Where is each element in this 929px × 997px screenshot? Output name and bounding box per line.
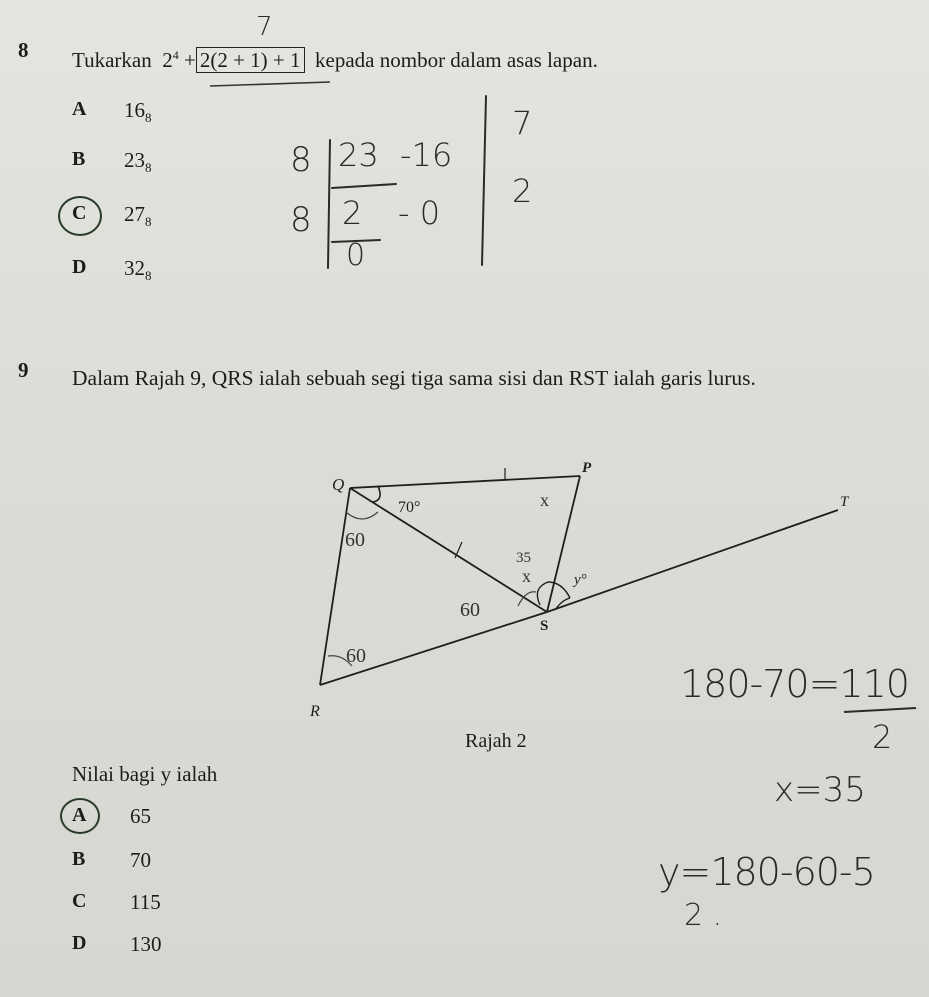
hand-div-8-a: 8	[290, 140, 312, 180]
label-t: T	[840, 494, 849, 510]
hand-div-sub0: - 0	[398, 194, 441, 232]
hand-note-x-top: x	[540, 490, 549, 510]
hand-div-sub16: -16	[400, 136, 453, 174]
hand-rem-7: 7	[512, 104, 533, 142]
hand-q9-line2: x=35	[774, 770, 866, 810]
q9-text: Dalam Rajah 9, QRS ialah sebuah segi tiga sama sisi dan RST ialah garis lurus.	[72, 366, 756, 390]
q8-option-a-base: 8	[145, 110, 152, 126]
hand-div-8-b: 8	[290, 200, 312, 240]
hand-note-60-mid: 60	[460, 599, 480, 621]
q8-number: 8	[18, 38, 29, 62]
q8-option-d-base: 8	[145, 268, 152, 284]
q8-option-b-base: 8	[145, 160, 152, 176]
hand-q9-fraction-bar	[840, 700, 920, 720]
q8-hand-bracket	[200, 38, 340, 98]
q8-expr-boxed: 2(2 + 1) + 1	[196, 47, 305, 73]
q9-option-c-letter: C	[72, 890, 87, 912]
q8-option-d-letter: D	[72, 256, 87, 278]
hand-q9-line1-den: 2	[872, 718, 893, 756]
hand-q9-line3: y=180-60-5	[658, 850, 875, 894]
q8-option-a-letter: A	[72, 98, 87, 120]
hand-rem-2: 2	[512, 172, 533, 210]
label-r: R	[310, 703, 320, 720]
label-q: Q	[332, 475, 345, 494]
q9-option-c-value: 115	[130, 890, 161, 914]
hand-note-35: 35	[516, 550, 531, 566]
hand-div-2: 2	[342, 194, 363, 232]
hand-div-0: 0	[346, 238, 366, 273]
hand-note-60-low: 60	[346, 645, 366, 667]
label-p: P	[582, 460, 592, 476]
hand-note-x-mid: x	[522, 566, 531, 586]
q8-option-c-letter: C	[72, 202, 87, 224]
q9-option-b-value: 70	[130, 848, 151, 872]
q8-option-c-base: 8	[145, 214, 152, 230]
q8-expr-plus: +	[183, 48, 196, 72]
q8-suffix: kepada nombor dalam asas lapan.	[315, 48, 598, 72]
hand-q9-line1: 180-70=110	[680, 662, 909, 706]
label-s: S	[540, 618, 549, 634]
q8-option-b-value: 23	[124, 148, 145, 172]
q8-expr-exp: 4	[172, 48, 179, 62]
q8-option-b-letter: B	[72, 148, 86, 170]
q8-option-c-value: 27	[124, 202, 145, 226]
q8-expr-base: 2	[162, 48, 173, 72]
q8-prefix: Tukarkan	[72, 48, 152, 72]
line-st	[547, 510, 838, 612]
q9-option-a-letter: A	[72, 804, 87, 826]
angle-y: y°	[574, 572, 587, 588]
q9-question: Nilai bagi y ialah	[72, 762, 218, 786]
hand-div-23: 23	[338, 136, 379, 174]
hand-note-60-top: 60	[345, 529, 365, 551]
angle-70: 70°	[398, 499, 421, 516]
line-qp	[350, 476, 580, 488]
q9-option-d-value: 130	[130, 932, 162, 956]
q9-option-b-letter: B	[72, 848, 86, 870]
q9-option-d-letter: D	[72, 932, 87, 954]
q8-option-d-value: 32	[124, 256, 145, 280]
q8-hand-7: 7	[256, 12, 273, 42]
hand-q9-line4: 2 .	[684, 898, 723, 933]
q9-option-a-value: 65	[130, 804, 151, 828]
q9-number: 9	[18, 358, 29, 382]
diagram-caption: Rajah 2	[465, 730, 527, 752]
line-ps	[547, 476, 580, 612]
q8-option-a-value: 16	[124, 98, 145, 122]
hand-div-lines	[300, 90, 520, 280]
